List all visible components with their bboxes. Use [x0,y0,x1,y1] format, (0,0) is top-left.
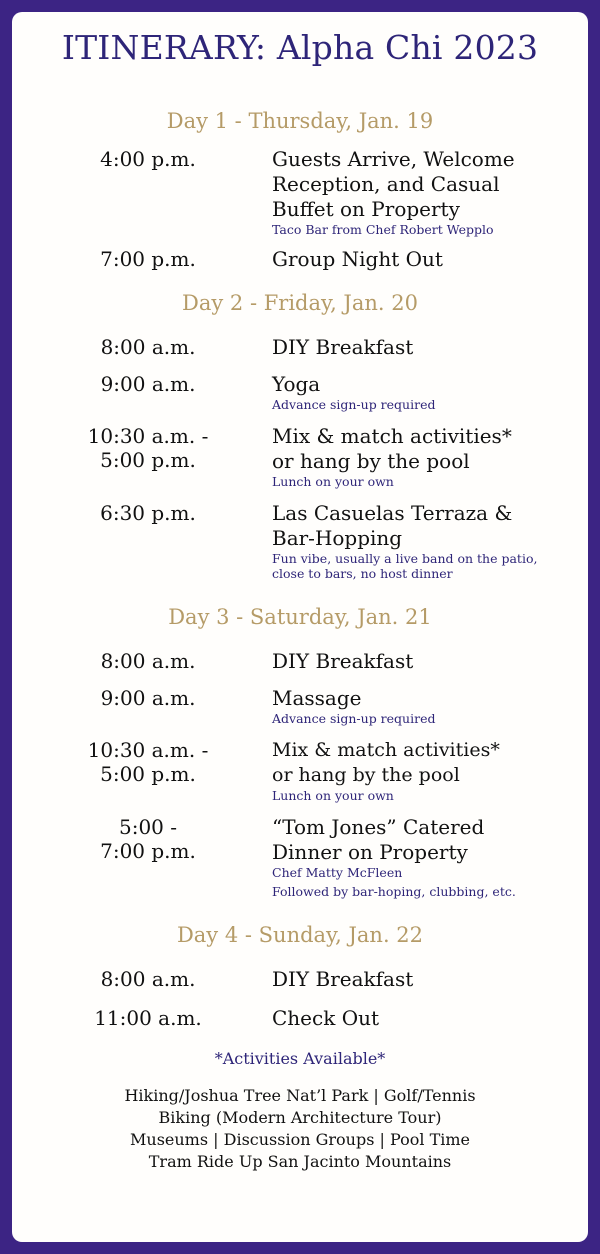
itinerary-card [12,12,588,1242]
item-event [270,738,588,803]
event-title-line: Reception, and Casual [272,172,500,196]
event-title-line: Massage [272,686,362,710]
schedule-item [12,967,588,992]
day-heading: Day 1 - Thursday, Jan. 19 [166,109,434,133]
event-title-line: Group Night Out [272,247,443,271]
schedule-item [12,501,588,581]
item-time: 8:00 a.m. [100,649,196,673]
event-title-line: Mix & match activities* [272,424,512,448]
event-title-line: or hang by the pool [272,764,460,786]
activities-list [12,1085,588,1173]
activities-line: Tram Ride Up San Jacinto Mountains [148,1152,452,1171]
item-event [270,967,588,992]
event-title-line: or hang by the pool [272,449,470,473]
schedule-item [12,247,588,272]
activities-section [12,1049,588,1173]
schedule-item [12,147,588,237]
event-note: Fun vibe, usually a live band on the patio, [272,551,538,566]
item-time: 9:00 a.m. [100,686,196,710]
activities-line: Biking (Modern Architecture Tour) [158,1108,442,1127]
item-event [270,335,588,360]
event-title-line: Bar-Hopping [272,526,403,550]
event-title-line: Mix & match activities* [272,739,500,761]
item-time: 6:30 p.m. [100,501,196,525]
event-note: Lunch on your own [272,474,394,489]
event-title-line: DIY Breakfast [272,649,414,673]
schedule-item [12,686,588,726]
schedule-item [12,815,588,899]
item-event [270,501,588,581]
item-event [270,372,588,412]
event-title-line: Dinner on Property [272,840,468,864]
event-note: close to bars, no host dinner [272,566,453,581]
item-event [270,815,588,899]
item-time: 5:00 - 7:00 p.m. [100,815,196,863]
event-title-line: Guests Arrive, Welcome [272,147,515,171]
activities-title: *Activities Available* [214,1049,386,1068]
page-title: ITINERARY: Alpha Chi 2023 [61,28,539,67]
item-time: 10:30 a.m. - 5:00 p.m. [87,738,209,786]
item-time: 8:00 a.m. [100,967,196,991]
event-title-line: Buffet on Property [272,197,460,221]
item-event [270,649,588,674]
schedule-item [12,649,588,674]
item-event [270,1006,588,1031]
day-section-2 [12,289,588,581]
event-note: Taco Bar from Chef Robert Wepplo [272,222,494,237]
event-title-line: DIY Breakfast [272,967,414,991]
event-title-line: Yoga [272,372,321,396]
item-time: 10:30 a.m. - 5:00 p.m. [87,424,209,472]
activities-line: Hiking/Joshua Tree Nat’l Park | Golf/Tennis [124,1086,476,1105]
day-section-3 [12,603,588,899]
schedule-item [12,424,588,489]
event-note: Advance sign-up required [272,397,436,412]
event-note: Chef Matty McFleen [272,865,403,880]
event-note: Advance sign-up required [272,711,436,726]
schedule-item [12,738,588,803]
day-section-4 [12,921,588,1031]
event-note: Followed by bar-hoping, clubbing, etc. [272,884,516,899]
item-event [270,147,588,237]
item-event [270,247,588,272]
event-title-line: “Tom Jones” Catered [272,815,485,839]
item-time: 4:00 p.m. [100,147,196,171]
day-heading: Day 4 - Sunday, Jan. 22 [176,923,424,947]
item-time: 7:00 p.m. [100,247,196,271]
day-section-1 [12,107,588,272]
event-note: Lunch on your own [272,788,394,803]
day-heading: Day 2 - Friday, Jan. 20 [182,291,418,315]
event-title-line: Las Casuelas Terraza & [272,501,513,525]
item-event [270,686,588,726]
item-time: 11:00 a.m. [94,1006,202,1030]
schedule-item [12,372,588,412]
item-event [270,424,588,489]
event-title-line: DIY Breakfast [272,335,414,359]
schedule-item [12,1006,588,1031]
schedule-item [12,335,588,360]
event-title-line: Check Out [272,1006,380,1030]
activities-line: Museums | Discussion Groups | Pool Time [130,1130,470,1149]
item-time: 9:00 a.m. [100,372,196,396]
day-heading: Day 3 - Saturday, Jan. 21 [168,605,432,629]
item-time: 8:00 a.m. [100,335,196,359]
